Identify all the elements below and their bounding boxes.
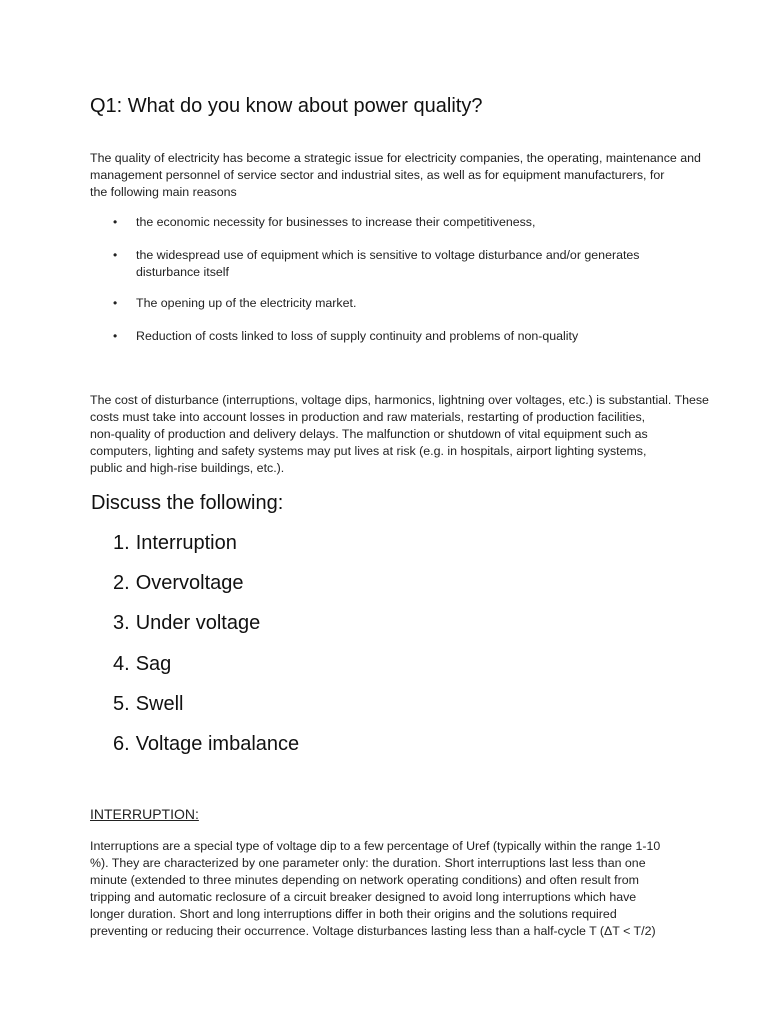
interruption-line: %). They are characterized by one parameter only: the duration. Short interruptions last less than one [90, 856, 646, 870]
item-label: Sag [135, 653, 172, 675]
section-heading: INTERRUPTION: [90, 806, 199, 822]
cost-paragraph [90, 392, 709, 477]
item-number: 3. [113, 612, 130, 634]
intro-paragraph [90, 150, 701, 201]
list-item-text: disturbance itself [136, 265, 229, 279]
bullet-icon: • [113, 215, 118, 229]
item-number: 5. [113, 693, 130, 715]
item-label: Swell [135, 693, 184, 715]
item-number: 2. [113, 572, 130, 594]
intro-line: management personnel of service sector and industrial sites, as well as for equipment manufacturers, for [90, 168, 665, 182]
numbered-item [113, 691, 183, 717]
list-item-text: The opening up of the electricity market. [136, 296, 357, 310]
item-label: Under voltage [135, 612, 261, 634]
interruption-line: preventing or reducing their occurrence. Voltage disturbances lasting less than a half-cycle T (ΔT < T/2) [90, 924, 656, 938]
cost-line: public and high-rise buildings, etc.). [90, 461, 285, 475]
item-label: Interruption [135, 532, 237, 554]
numbered-item [113, 610, 260, 636]
item-number: 6. [113, 733, 130, 755]
intro-line: The quality of electricity has become a strategic issue for electricity companies, the operating, maintenance and [90, 151, 701, 165]
numbered-item [113, 530, 237, 556]
cost-line: The cost of disturbance (interruptions, voltage dips, harmonics, lightning over voltages, etc.) is substantial. These [90, 393, 709, 407]
list-item-text: the widespread use of equipment which is sensitive to voltage disturbance and/or generates [136, 248, 640, 262]
intro-line: the following main reasons [90, 185, 237, 199]
list-item-text: Reduction of costs linked to loss of supply continuity and problems of non-quality [136, 329, 579, 343]
interruption-line: minute (extended to three minutes depending on network operating conditions) and often result from [90, 873, 639, 887]
cost-line: costs must take into account losses in production and raw materials, restarting of production facilities, [90, 410, 646, 424]
bullet-icon: • [113, 248, 118, 262]
bullet-icon: • [113, 329, 118, 343]
discuss-heading: Discuss the following: [91, 492, 284, 514]
interruption-line: Interruptions are a special type of voltage dip to a few percentage of Uref (typically within the range 1-10 [90, 839, 661, 853]
item-number: 1. [113, 532, 130, 554]
cost-line: non-quality of production and delivery delays. The malfunction or shutdown of vital equipment such as [90, 427, 648, 441]
item-number: 4. [113, 653, 130, 675]
numbered-item [113, 570, 244, 596]
bullet-icon: • [113, 296, 118, 310]
interruption-line: tripping and automatic reclosure of a circuit breaker designed to avoid long interruptions which have [90, 890, 637, 904]
page-title: Q1: What do you know about power quality? [90, 95, 483, 117]
cost-line: computers, lighting and safety systems may put lives at risk (e.g. in hospitals, airport lighting systems, [90, 444, 647, 458]
interruption-line: longer duration. Short and long interruptions differ in both their origins and the solutions required [90, 907, 617, 921]
interruption-paragraph [90, 838, 680, 940]
numbered-item [113, 651, 171, 677]
item-label: Overvoltage [135, 572, 244, 594]
item-label: Voltage imbalance [135, 733, 300, 755]
numbered-item [113, 731, 299, 757]
list-item-text: the economic necessity for businesses to increase their competitiveness, [136, 215, 536, 229]
